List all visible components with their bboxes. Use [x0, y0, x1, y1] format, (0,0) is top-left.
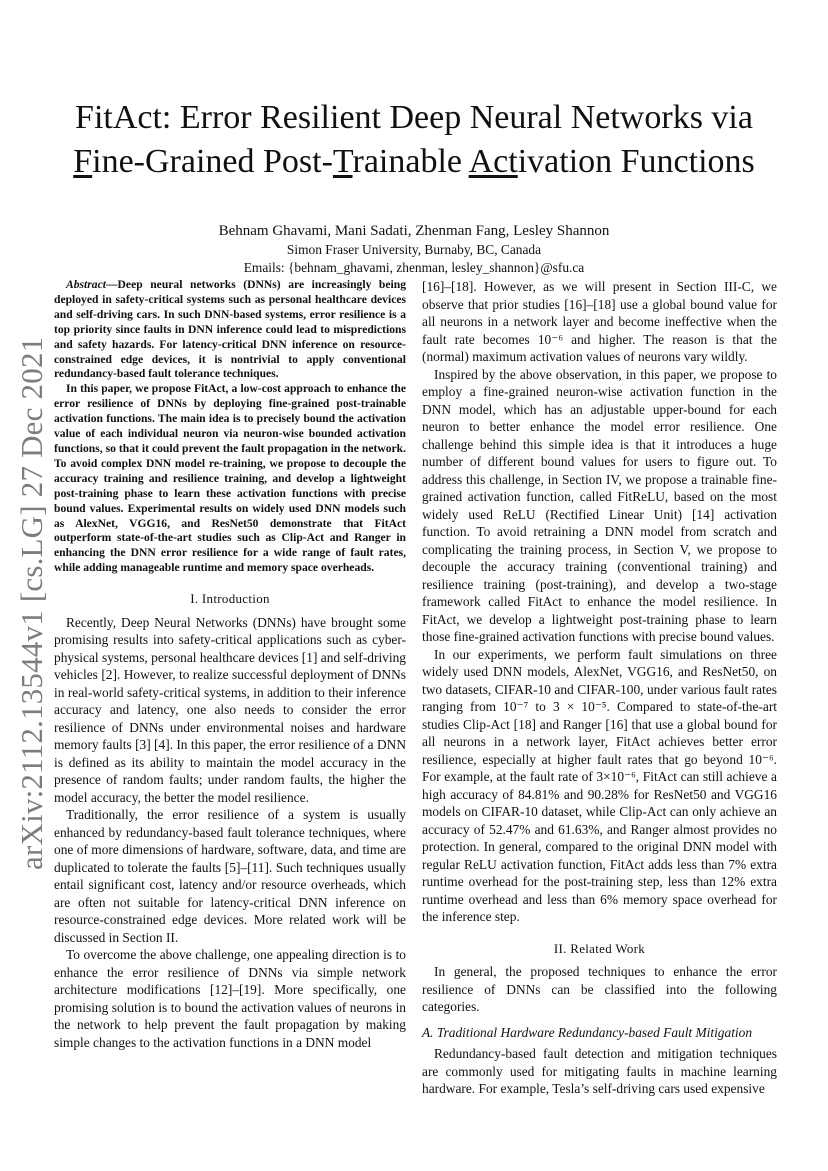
intro-continued-paragraph: [16]–[18]. However, as we will present in Section III-C, we observe that prior studies [16]–[18] use a global bound value for all neurons in a network layer and become ineffective when the fault rate becomes 10⁻⁶ and higher. The reason is that the (normal) maximum activation values of neurons vary wildly. [422, 279, 777, 364]
abstract [54, 278, 406, 576]
intro-paragraph-1: Recently, Deep Neural Networks (DNNs) have brought some promising results into safety-critical applications such as cyber-physical systems, personal healthcare devices [1] and self-driving vehicles [2]. However, to realize successful deployment of DNNs in real-world safety-critical systems, in addition to their inference accuracy and latency, one also needs to consider the error resilience of DNNs under environmental noises and hardware memory faults [3] [4]. In this paper, the error resilience of a DNN is defined as its ability to maintain the model accuracy in the presence of random faults; under random faults, the higher the model accuracy, the better the model resilience. [54, 614, 406, 805]
related-work-intro: In general, the proposed techniques to enhance the error resilience of DNNs can be classified into the following categories. [422, 964, 777, 1014]
right-column [422, 278, 777, 1098]
paper-header [40, 96, 788, 277]
title-part-f: ivation Functions [517, 143, 755, 180]
author-list: Behnam Ghavami, Mani Sadati, Zhenman Fang, Lesley Shannon [218, 223, 610, 239]
title-underlined-Act: Act [468, 143, 518, 180]
affiliation: Simon Fraser University, Burnaby, BC, Canada [286, 242, 542, 257]
related-work-paragraph-a: Redundancy-based fault detection and mitigation techniques are commonly used for mitigating faults in machine learning hardware. For example, Tesla’s self-driving cars used expensive [422, 1046, 777, 1096]
section-heading-introduction: I. Introduction [190, 591, 270, 607]
title-underlined-F: F [73, 143, 93, 180]
section-heading-related-work: II. Related Work [553, 940, 646, 956]
paper-title [40, 96, 788, 184]
abstract-paragraph-2: In this paper, we propose FitAct, a low-cost approach to enhance the error resilience of DNNs by deploying fine-grained post-trainable activation functions. The main idea is to precisely bound the activation value of each individual neuron via neuron-wise bounded activation functions, so that it could prevent the fault propagation in the network. To avoid complex DNN model re-training, we propose to decouple the accuracy training and resilience training, and develop a lightweight post-training phase to learn these activation functions with precise bound values. Experimental results on widely used DNN models such as AlexNet, VGG16, and ResNet50 demonstrate that FitAct outperform state-of-the-art studies such as Clip-Act and Ranger in enhancing the DNN error resilience for a wide range of fault rates, while adding manageable runtime and memory space overheads. [54, 382, 406, 575]
intro-paragraph-4: Inspired by the above observation, in this paper, we propose to employ a fine-grained neuron-wise activation function in the DNN model, which has an adjustable upper-bound for each neuron to better enhance the model error resilience. One challenge behind this simple idea is that it introduces a huge number of different bound values for users to figure out. To address this challenge, in Section IV, we propose a trainable fine-grained activation function, called FitReLU, based on the most widely used ReLU (Rectified Linear Unit) [14] activation function. To avoid retraining a DNN model from scratch and complicating the training process, in Section V, we propose to decouple the accuracy training (conventional training) and resilience training (post-training), and develop a two-stage framework called FitAct to enhance the model resilience. In FitAct, we develop a lightweight post-training phase to learn those fine-grained activation functions with precise bound values. [422, 366, 777, 644]
arxiv-identifier-stamp: arXiv:2112.13544v1 [cs.LG] 27 Dec 2021 [14, 336, 49, 870]
intro-paragraph-5: In our experiments, we perform fault simulations on three widely used DNN models, AlexNet, VGG16, and ResNet50, on two datasets, CIFAR-10 and CIFAR-100, under various fault rates ranging from 10⁻⁷ to 3 × 10⁻⁵. Compared to state-of-the-art studies Clip-Act [18] and Ranger [16] that use a global bound for all neurons in a network layer, FitAct achieves better error resilience, especially at higher fault rates that go beyond 10⁻⁶. For example, at the fault rate of 3×10⁻⁶, FitAct can still achieve a high accuracy of 84.81% and 90.28% for ResNet50 and VGG16 models on CIFAR-10 dataset, while Clip-Act can only achieve an accuracy of 52.47% and 61.63%, and Ranger almost provides no protection. In general, compared to the original DNN model with regular ReLU activation function, FitAct adds less than 7% extra runtime overhead for the post-training step, less than 12% extra runtime overhead and less than 6% memory space overhead for the inference step. [422, 646, 777, 924]
intro-paragraph-2: Traditionally, the error resilience of a system is usually enhanced by redundancy-based fault tolerance techniques, where one of more dimensions of hardware, software, data, and time are duplicated to tolerate the faults [5]–[11]. Such techniques usually entail significant cost, latency and/or resource overheads, which are often not suitable for latency-critical DNN inference on resource-constrained edge devices. More related work will be discussed in Section II. [54, 807, 406, 945]
subsection-heading-a: A. Traditional Hardware Redundancy-based Fault Mitigation [422, 1024, 753, 1040]
title-underlined-T: T [332, 143, 353, 180]
intro-paragraph-3: To overcome the above challenge, one appealing direction is to enhance the error resilience of DNNs via simple network architecture modifications [12]–[19]. More specifically, one promising solution is to bound the activation values of neurons in the network to help prevent the fault propagation by making simple changes to the activation functions in a DNN model [54, 947, 406, 1050]
abstract-label: Abstract [66, 278, 106, 291]
title-part-d: rainable [352, 143, 469, 180]
left-column [54, 278, 406, 1051]
author-emails: Emails: {behnam_ghavami, zhenman, lesley_shannon}@sfu.ca [243, 260, 585, 275]
abstract-paragraph-1: —Deep neural networks (DNNs) are increasingly being deployed in safety-critical systems such as personal healthcare devices and self-driving cars. In such DNN-based systems, error resilience is a top priority since faults in DNN inference could lead to mispredictions and safety hazards. For latency-critical DNN inference on resource-constrained edge devices, it is nontrivial to apply conventional redundancy-based fault tolerance techniques. [54, 278, 406, 381]
title-part-b: ine-Grained Post- [92, 143, 333, 180]
title-line-1: FitAct: Error Resilient Deep Neural Networks via [75, 99, 753, 136]
